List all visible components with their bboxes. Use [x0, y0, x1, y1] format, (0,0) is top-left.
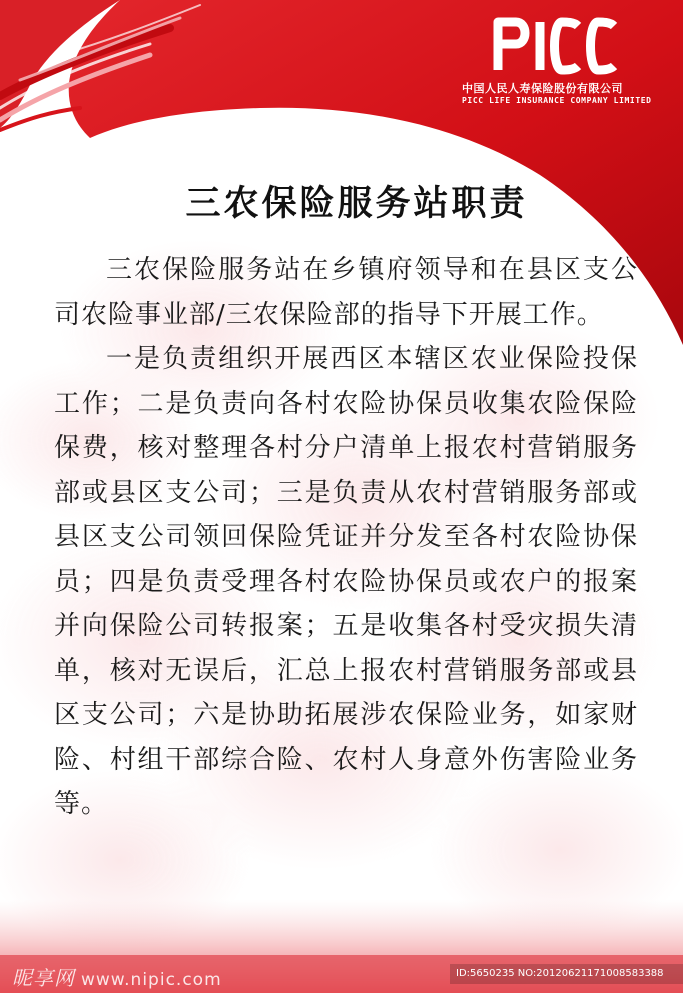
picc-logo-icon — [492, 14, 620, 76]
watermark-site-name: 昵享网 — [12, 966, 75, 990]
picc-logo-block — [440, 14, 670, 114]
image-id-strip: ID:5650235 NO:20120621171008583388 — [450, 964, 683, 984]
company-name-cn: 中国人民人寿保险股份有限公司 — [462, 82, 623, 95]
watermark-site-url: www.nipic.com — [81, 970, 222, 990]
site-watermark — [12, 962, 222, 991]
document-title: 三农保险服务站职责 — [185, 184, 528, 224]
company-name-en: PICC LIFE INSURANCE COMPANY LIMITED — [462, 96, 652, 105]
paragraph-intro: 三农保险服务站在乡镇府领导和在县区支公司农险事业部/三农保险部的指导下开展工作。 — [54, 255, 638, 330]
paragraph-duties: 一是负责组织开展西区本辖区农业保险投保工作；二是负责向各村农险协保员收集农险保险保费，核对整理各村分户清单上报农村营销服务部或县区支公司；三是负责从农村营销服务部或县区支公司领回保险凭证并分发至各村农险协保员；四是负责受理各村农险协保员或农户的报案并向保险公司转报案；五是收集各村受灾损失清单，核对无误后，汇总上报农村营销服务部或县区支公司；六是协助拓展涉农保险业务，如家财险、村组干部综合险、农村人身意外伤害险业务等。 — [54, 344, 638, 819]
document-body — [54, 248, 638, 827]
